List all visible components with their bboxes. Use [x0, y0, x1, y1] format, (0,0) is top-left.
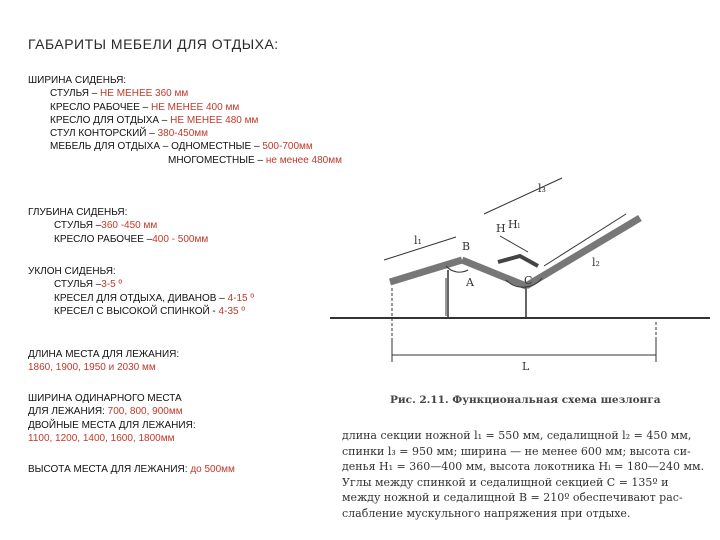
label-b: B — [462, 240, 471, 253]
bed-width-single-heading: ШИРИНА ОДИНАРНОГО МЕСТА — [28, 393, 182, 404]
bed-width-double-value: 1100, 1200, 1400, 1600, 1800мм — [28, 432, 175, 444]
label-h: H — [496, 222, 506, 235]
description-line: длина секции ножной l₁ = 550 мм, седалищной l₂ = 450 мм, — [342, 429, 692, 442]
bed-height-row: ВЫСОТА МЕСТА ДЛЯ ЛЕЖАНИЯ: до 500мм — [28, 464, 235, 475]
label-c: C — [524, 274, 533, 287]
bed-length-heading: ДЛИНА МЕСТА ДЛЯ ЛЕЖАНИЯ: — [28, 349, 180, 360]
label-a: A — [466, 276, 474, 289]
bed-width-double-heading: ДВОЙНЫЕ МЕСТА ДЛЯ ЛЕЖАНИЯ: — [28, 419, 196, 431]
bed-height-section — [28, 463, 235, 476]
label-hl: Hₗ — [508, 218, 521, 231]
seat-width-row: МЕБЕЛЬ ДЛЯ ОТДЫХА – ОДНОМЕСТНЫЕ – 500-700мм — [50, 141, 313, 153]
description-line: слабление мускульного напряжения при отдыхе. — [342, 506, 631, 520]
label-l1: l₁ — [414, 234, 422, 247]
armrest — [498, 256, 538, 266]
description-line: денья H₁ = 360—400 мм, высота локотника Hₗ = 180—240 мм. — [342, 460, 705, 473]
description-line: спинки l₃ = 950 мм; ширина — не менее 600 мм; высота си- — [342, 444, 691, 458]
description-line: между ножной и седалищной B = 210º обеспечивают рас- — [342, 491, 683, 504]
seat-width-row: СТУЛ КОНТОРСКИЙ – 380-450мм — [50, 128, 209, 140]
figure-caption: Рис. 2.11. Функциональная схема шезлонга — [390, 394, 661, 406]
seat-width-section — [28, 74, 342, 167]
bed-length-section — [28, 348, 179, 375]
leg-section — [390, 260, 462, 282]
page-title: ГАБАРИТЫ МЕБЕЛИ ДЛЯ ОТДЫХА: — [28, 36, 279, 52]
seat-slope-row: КРЕСЕЛ С ВЫСОКОЙ СПИНКОЙ - 4-35 º — [54, 305, 245, 317]
seat-width-row: МНОГОМЕСТНЫЕ – не менее 480мм — [168, 154, 342, 166]
seat-slope-heading: УКЛОН СИДЕНЬЯ: — [28, 266, 116, 277]
seat-width-row: СТУЛЬЯ – НЕ МЕНЕЕ 360 мм — [50, 88, 189, 100]
label-l2: l₂ — [592, 256, 600, 269]
dim-l2 — [544, 214, 626, 266]
label-l: L — [522, 360, 530, 373]
seat-depth-heading: ГЛУБИНА СИДЕНЬЯ: — [28, 207, 128, 218]
back-section — [526, 218, 640, 286]
figure-description — [342, 428, 714, 521]
seat-depth-row: СТУЛЬЯ –360 -450 мм — [54, 220, 158, 232]
chaise-longue-diagram — [330, 170, 710, 390]
dim-h — [500, 236, 528, 252]
seat-slope-row: СТУЛЬЯ –3-5 º — [54, 279, 123, 291]
label-l3: l₃ — [538, 182, 546, 195]
seat-width-row: КРЕСЛО РАБОЧЕЕ – НЕ МЕНЕЕ 400 мм — [50, 101, 240, 113]
seat-slope-row: КРЕСЕЛ ДЛЯ ОТДЫХА, ДИВАНОВ – 4-15 º — [54, 292, 255, 304]
description-line: Углы между спинкой и седалищной секцией C = 135º и — [342, 475, 669, 489]
dim-l3 — [484, 178, 562, 214]
seat-depth-section — [28, 206, 208, 246]
bed-length-value: 1860, 1900, 1950 и 2030 мм — [28, 362, 156, 374]
bed-width-single-row: ДЛЯ ЛЕЖАНИЯ: 700, 800, 900мм — [28, 406, 183, 418]
bed-width-section — [28, 392, 196, 445]
seat-depth-row: КРЕСЛО РАБОЧЕЕ –400 - 500мм — [54, 233, 209, 245]
seat-width-heading: ШИРИНА СИДЕНЬЯ: — [28, 75, 127, 86]
seat-width-row: КРЕСЛО ДЛЯ ОТДЫХА – НЕ МЕНЕЕ 480 мм — [50, 114, 259, 126]
seat-slope-section — [28, 265, 254, 318]
